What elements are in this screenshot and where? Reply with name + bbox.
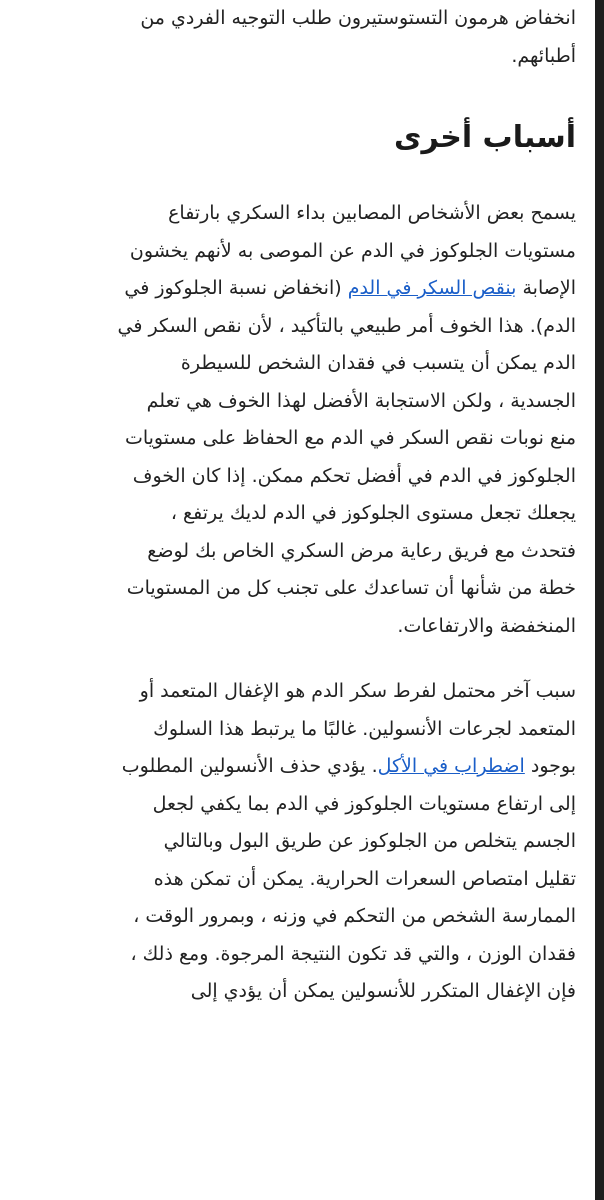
edge-bar xyxy=(595,0,604,1200)
eating-disorder-link[interactable]: اضطراب في الأكل xyxy=(377,755,525,777)
paragraph2-line-5: الجسم يتخلص من الجلوكوز عن طريق البول وبالتالي xyxy=(163,830,576,852)
paragraph2-line-4: إلى ارتفاع مستويات الجلوكوز في الدم بما يكفي لجعل xyxy=(152,792,576,815)
paragraph2-line-2: المتعمد لجرعات الأنسولين. غالبًا ما يرتبط هذا السلوك xyxy=(153,717,576,740)
paragraph-hyperglycemia-fear xyxy=(18,195,576,645)
paragraph1-line-10: فتحدث مع فريق رعاية مرض السكري الخاص بك لوضع xyxy=(147,539,576,562)
paragraph1-line-9: يجعلك تجعل مستوى الجلوكوز في الدم لديك يرتفع ، xyxy=(170,502,576,524)
section-heading: أسباب أخرى xyxy=(394,120,576,155)
bottom-fade xyxy=(0,1178,595,1200)
paragraph1-line-1: يسمح بعض الأشخاص المصابين بداء السكري بارتفاع xyxy=(168,202,576,224)
paragraph1-line-3-start: الإصابة xyxy=(516,277,576,299)
paragraph1-line-5: الدم يمكن أن يتسبب في فقدان الشخص للسيطرة xyxy=(180,352,576,374)
paragraph1-line-7: منع نوبات نقص السكر في الدم مع الحفاظ على مستويات xyxy=(124,427,576,449)
paragraph2-line-3 xyxy=(18,748,576,786)
paragraph2-line-3-end: . يؤدي حذف الأنسولين المطلوب xyxy=(121,755,378,777)
paragraph2-line-3-start: بوجود xyxy=(524,755,576,777)
paragraph2-line-6: تقليل امتصاص السعرات الحرارية. يمكن أن تمكن هذه xyxy=(153,867,576,890)
paragraph2-line-9: فإن الإغفال المتكرر للأنسولين يمكن أن يؤدي إلى xyxy=(190,980,576,1002)
paragraph2-line-1: سبب آخر محتمل لفرط سكر الدم هو الإغفال المتعمد أو xyxy=(139,680,576,702)
hypoglycemia-link[interactable]: بنقص السكر في الدم xyxy=(347,277,517,299)
paragraph1-line-3-end: (انخفاض نسبة الجلوكوز في xyxy=(124,277,348,299)
paragraph1-line-12: المنخفضة والارتفاعات. xyxy=(397,614,576,637)
article-body xyxy=(18,0,576,1011)
intro-paragraph xyxy=(18,0,576,75)
paragraph1-line-6: الجسدية ، ولكن الاستجابة الأفضل لهذا الخوف هي تعلم xyxy=(146,389,576,412)
paragraph1-line-3 xyxy=(18,270,576,308)
paragraph1-line-8: الجلوكوز في الدم في أفضل تحكم ممكن. إذا كان الخوف xyxy=(132,464,576,487)
intro-line-2: أطبائهم. xyxy=(511,44,576,67)
paragraph1-line-2: مستويات الجلوكوز في الدم عن الموصى به لأنهم يخشون xyxy=(129,239,576,262)
paragraph-insulin-omission xyxy=(18,673,576,1011)
paragraph1-line-11: خطة من شأنها أن تساعدك على تجنب كل من المستويات xyxy=(126,577,576,599)
paragraph2-line-8: فقدان الوزن ، والتي قد تكون النتيجة المرجوة. ومع ذلك ، xyxy=(130,942,576,965)
intro-line-1: انخفاض هرمون التستوستيرون طلب التوجيه الفردي من xyxy=(140,7,576,29)
paragraph1-line-4: الدم). هذا الخوف أمر طبيعي بالتأكيد ، لأن نقص السكر في xyxy=(117,314,576,337)
paragraph2-line-7: الممارسة الشخص من التحكم في وزنه ، وبمرور الوقت ، xyxy=(133,905,576,927)
paragraph-spacer xyxy=(18,645,576,673)
